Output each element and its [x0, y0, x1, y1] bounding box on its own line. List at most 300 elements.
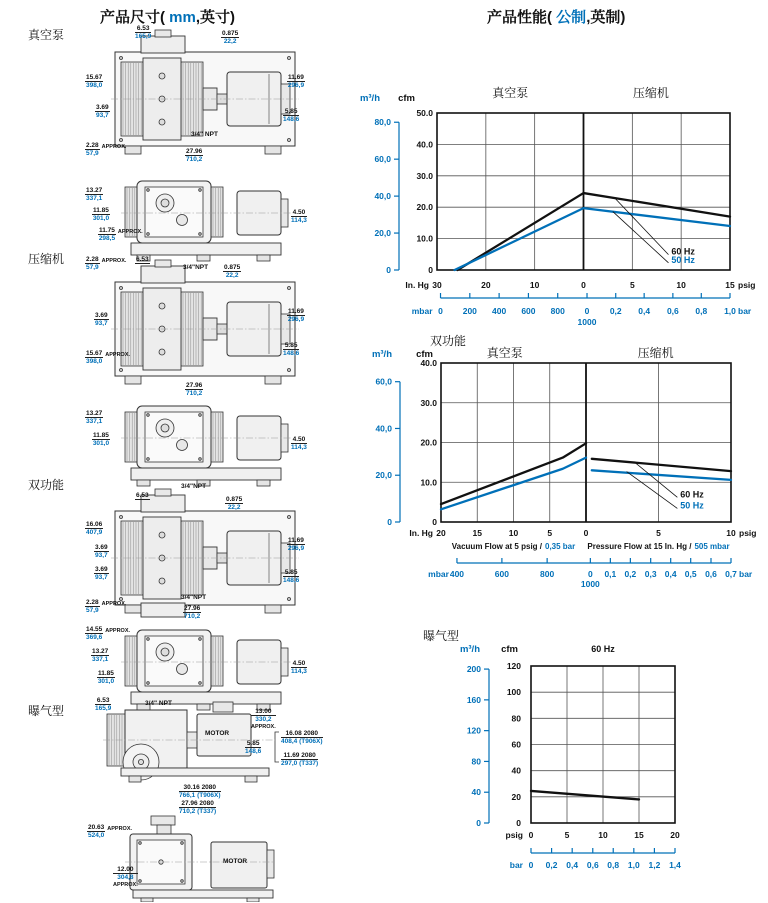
metric-x-tick-label: 0,7 — [725, 569, 737, 579]
foot — [137, 480, 150, 486]
bolt — [288, 139, 291, 142]
legend-label: 50 Hz — [671, 255, 695, 266]
dim-mm-value: 298,5 — [98, 235, 116, 243]
bolt — [288, 57, 291, 60]
section-label-dual: 双功能 — [28, 478, 65, 492]
metric-y-tick-label: 40 — [471, 787, 481, 798]
motor-cap — [267, 850, 274, 878]
drawing-compressor-end — [85, 398, 320, 490]
drawing-dual-top — [85, 483, 320, 623]
cfm-unit-label: cfm — [416, 349, 433, 360]
y-axis-tick: 30.0 — [416, 170, 433, 181]
metric-x-tick-sublabel: 1000 — [577, 317, 597, 327]
callout-compressor-top-0: 3/4"NPT — [183, 264, 209, 271]
y-axis-tick: 60 — [511, 739, 521, 750]
dim-dual-end-3 — [291, 660, 307, 676]
metric-y-tick-label: 200 — [466, 664, 481, 675]
performance-header-suffix: ,英制) — [586, 9, 626, 26]
x-axis-tick: 5 — [629, 280, 635, 290]
section-label-aeration: 曝气型 — [28, 704, 65, 718]
dim-dual-top-8 — [183, 605, 201, 621]
foot — [141, 898, 153, 902]
dim-vacuum-end-3 — [291, 209, 307, 225]
dim-note: APPROX. — [105, 352, 131, 358]
foot — [125, 376, 141, 384]
x-axis-tick: 10 — [508, 528, 519, 538]
foot — [265, 146, 281, 154]
metric-x-tick-label: 1,2 — [648, 860, 661, 870]
dim-inch-value: 4.50 — [292, 209, 306, 216]
metric-x-tick-label: 0,2 — [624, 569, 637, 579]
dim-mm-value: 296,9 — [287, 316, 305, 324]
dim-dual-top-3 — [94, 544, 109, 560]
dim-inch-value: 11.69 — [288, 308, 304, 315]
bolt — [120, 516, 123, 519]
chart-title-left: 真空泵 — [492, 86, 529, 100]
metric-x-tick-label: 1,4 — [669, 860, 681, 870]
dimensions-header-suffix: ,英寸) — [195, 9, 236, 26]
dim-vacuum-end-0 — [85, 187, 103, 203]
bolt — [147, 458, 150, 461]
dim-inch-value: 6.53 — [136, 492, 149, 499]
drawing-vacuum-top — [85, 25, 320, 176]
bolt — [199, 414, 202, 417]
y-axis-tick: 40.0 — [416, 139, 433, 150]
bolt — [159, 532, 165, 538]
base — [121, 768, 269, 776]
dim-inch-value: 16.06 — [86, 521, 103, 528]
metric-x-tick-label: 0,8 — [607, 860, 620, 870]
metric-x-tick-sublabel: 1000 — [580, 579, 600, 589]
dim-inch-value: 0.875 — [224, 264, 241, 271]
dim-inch-value: 11.69 2080 — [281, 752, 318, 760]
y-axis-tick: 20 — [511, 791, 521, 802]
pump-art-vacuum-end — [85, 173, 320, 265]
metric-x-tick-label: 0,4 — [566, 860, 579, 870]
axis-caption — [452, 542, 576, 551]
foot — [245, 776, 257, 782]
bolt — [199, 189, 202, 192]
dim-inch-value: 6.53 — [96, 697, 110, 704]
dim-mm-value: 148,6 — [283, 577, 300, 585]
dim-inch-value: 11.85 — [93, 432, 109, 439]
dim-mm-value: 22,2 — [223, 38, 237, 46]
dim-dual-top-4 — [94, 566, 109, 582]
foot — [125, 146, 141, 154]
motor — [211, 842, 267, 888]
y-axis-tick: 0 — [428, 265, 433, 275]
dim-mm-value: 710,2 — [186, 156, 203, 164]
dim-mm-value: 710,2 — [184, 613, 201, 621]
metric-x-tick-label: 400 — [492, 306, 507, 316]
dim-mm-value: 165,9 — [135, 33, 152, 41]
dim-aeration-side-2 — [245, 740, 261, 756]
metric-y-tick-label: 60,0 — [374, 154, 391, 165]
dim-compressor-top-2 — [223, 264, 241, 280]
metric-x-tick-label: 0,6 — [666, 306, 679, 316]
metric-y-tick-label: 0 — [476, 818, 481, 828]
dim-mm-value: 710,2 — [186, 390, 203, 398]
chart-title-left: 真空泵 — [486, 346, 523, 360]
series-50Hz — [592, 470, 731, 480]
callout-dual-top-0: 3/4"NPT — [181, 483, 207, 490]
metric-y-tick-label: 60,0 — [375, 376, 392, 387]
bolt — [159, 119, 165, 125]
bolt — [159, 303, 165, 309]
chart-title-top: 60 Hz — [591, 644, 615, 654]
dim-mm-value: 165,9 — [95, 705, 112, 713]
x-axis-tick: 0 — [528, 830, 534, 840]
dim-inch-value: 5.85 — [284, 108, 298, 115]
dim-inch-value: 5.85 — [284, 569, 298, 576]
dim-compressor-top-6 — [283, 342, 299, 358]
dim-aeration-side-6 — [179, 800, 216, 816]
legend-leader — [635, 463, 677, 498]
bolt — [120, 287, 123, 290]
bolt — [120, 57, 123, 60]
bolt — [199, 458, 202, 461]
dim-note: APPROX. — [107, 826, 133, 832]
dim-mm-value: 301,0 — [92, 215, 110, 223]
bolt — [288, 598, 291, 601]
chart-section-label: 曝气型 — [423, 629, 460, 643]
y-axis-tick: 50.0 — [416, 108, 433, 118]
cfm-unit-label: cfm — [501, 644, 518, 655]
dim-compressor-top-1 — [135, 256, 150, 264]
bolt — [147, 638, 150, 641]
dim-inch-value: 13.00 — [251, 708, 276, 716]
metric-y-tick-label: 40,0 — [375, 423, 392, 434]
muffler-cap — [155, 30, 171, 37]
dim-inch-value: 6.53 — [136, 25, 150, 32]
metric-x-tick-label: 0 — [584, 306, 590, 316]
dim-inch-value: 3.69 — [95, 544, 108, 551]
dim-inch-value: 4.50 — [292, 436, 306, 443]
dim-compressor-top-3 — [94, 312, 109, 328]
dim-inch-value: 13.27 — [92, 648, 109, 655]
x-axis-left-unit: In. Hg — [409, 528, 433, 538]
dim-mm-value: 114,3 — [291, 217, 307, 225]
dim-inch-value: 11.85 — [93, 207, 109, 214]
x-axis-tick: 15 — [472, 528, 482, 538]
dim-note: APPROX. — [101, 144, 127, 150]
metric-unit-label: m³/h — [371, 349, 392, 360]
bolt — [288, 287, 291, 290]
drawing-aeration-side — [85, 697, 330, 816]
metric-y-tick-label: 40,0 — [374, 191, 391, 202]
dim-inch-value: 2.28 — [86, 142, 99, 149]
dim-compressor-end-2 — [291, 436, 307, 452]
performance-chart-vacuum-compressor-performance — [350, 85, 768, 337]
metric-x-tick-label: 0,2 — [609, 306, 622, 316]
bolt — [288, 369, 291, 372]
dim-inch-value: 16.08 2080 — [281, 730, 323, 738]
dim-mm-value: 301,0 — [97, 678, 115, 686]
metric-x-tick-label: 800 — [540, 569, 555, 579]
dim-note: APPROX. — [101, 601, 127, 607]
x-axis-tick: 20 — [436, 528, 446, 538]
dimensions-header-metric: mm — [169, 9, 196, 26]
dim-dual-top-1 — [225, 496, 243, 512]
metric-x-tick-label: 0,6 — [705, 569, 717, 579]
dim-compressor-top-7 — [185, 382, 203, 398]
dim-inch-value: 0.875 — [222, 30, 239, 37]
dimensions-header — [100, 6, 235, 27]
dim-inch-value: 6.53 — [136, 256, 149, 263]
x-axis-tick: 10 — [598, 830, 608, 840]
callout-aeration-side-1: MOTOR — [205, 730, 230, 737]
muffler-bottom — [141, 603, 185, 617]
chart-title-right: 压缩机 — [637, 346, 674, 360]
dim-inch-value: 3.69 — [96, 104, 109, 111]
metric-x-tick-label: 0,2 — [545, 860, 558, 870]
x-axis-tick: 5 — [656, 528, 661, 538]
y-axis-tick: 40.0 — [420, 358, 437, 368]
dim-inch-value: 27.96 2080 — [179, 800, 216, 808]
metric-x-right-unit: bar — [739, 569, 753, 579]
x-axis-right-unit: psig — [739, 528, 757, 538]
performance-header-metric: 公制 — [556, 9, 587, 26]
bolt — [199, 682, 202, 685]
bolt — [139, 880, 142, 883]
dim-mm-value: 408,4 (T906X) — [281, 738, 323, 746]
metric-x-tick-label: 200 — [462, 306, 477, 316]
dim-mm-value: 93,7 — [95, 552, 108, 560]
chart-title-right: 压缩机 — [632, 86, 669, 100]
callout-vacuum-top-0: 3/4" NPT — [191, 131, 218, 138]
dimensions-header-prefix: 产品尺寸( — [100, 9, 170, 26]
port-small — [177, 215, 188, 226]
drawing-aeration-side2 — [85, 812, 330, 902]
foot — [265, 605, 281, 613]
y-axis-tick: 0 — [516, 818, 521, 828]
bolt — [120, 369, 123, 372]
dim-mm-value: 407,9 — [86, 529, 103, 537]
x-axis-tick: 5 — [547, 528, 553, 538]
metric-x-tick-label: 600 — [521, 306, 536, 316]
y-axis-tick: 80 — [511, 713, 521, 724]
dim-mm-value: 93,7 — [95, 574, 108, 582]
axis-caption-text: Vacuum Flow at 5 psig / — [451, 542, 542, 551]
performance-chart-aeration-performance — [420, 625, 768, 877]
base — [131, 468, 281, 480]
dim-vacuum-top-7 — [185, 148, 203, 164]
front-panel — [145, 636, 203, 686]
y-axis-tick: 0 — [432, 517, 437, 527]
metric-unit-label: m³/h — [359, 93, 380, 104]
y-axis-tick: 100 — [506, 687, 521, 698]
y-axis-tick: 20.0 — [416, 202, 433, 213]
dim-mm-value: 114,3 — [291, 444, 307, 452]
x-axis-tick: 30 — [432, 280, 442, 290]
metric-x-tick-label: 0 — [438, 306, 443, 316]
dim-dual-top-6 — [283, 569, 299, 585]
y-axis-tick: 10.0 — [420, 477, 437, 488]
series-60Hz — [531, 791, 639, 800]
metric-y-tick-label: 120 — [466, 725, 481, 736]
callout-aeration-side2-0: MOTOR — [223, 858, 248, 865]
dim-inch-value: 5.85 — [246, 740, 260, 747]
dim-inch-value: 15.67 — [86, 350, 103, 357]
port-large-inner — [161, 199, 169, 207]
x-axis-tick: 20 — [481, 280, 491, 290]
metric-x-right-unit: bar — [738, 306, 752, 316]
dim-vacuum-top-1 — [221, 30, 239, 46]
muffler-cap — [155, 260, 171, 267]
callout-dual-top-1: 3/4"NPT — [181, 594, 207, 601]
y-axis-tick: 40 — [511, 765, 521, 776]
dim-inch-value: 27.96 — [186, 148, 203, 155]
dim-inch-value: 27.96 — [186, 382, 203, 389]
dim-compressor-end-1 — [92, 432, 110, 448]
axis-caption-text: Pressure Flow at 15 In. Hg / — [587, 542, 692, 551]
metric-x-tick-label: 0 — [528, 860, 534, 870]
dim-mm-value: 337,1 — [86, 418, 103, 426]
y-axis-tick: 10.0 — [416, 233, 433, 244]
dim-mm-value: 337,1 — [92, 656, 109, 664]
metric-x-tick-label: 0,5 — [684, 569, 697, 579]
dim-note: APPROX. — [117, 229, 143, 235]
muffler-cap — [155, 489, 171, 496]
foot — [125, 605, 141, 613]
dim-note: APPROX. — [113, 881, 138, 888]
dim-inch-value: 12.00 — [113, 866, 138, 874]
bolt — [147, 189, 150, 192]
foot — [129, 776, 141, 782]
bolt — [181, 842, 184, 845]
dim-note: APPROX. — [251, 723, 276, 730]
dim-inch-value: 20.63 — [88, 824, 105, 831]
x-axis-tick: 15 — [725, 280, 735, 290]
metric-y-tick-label: 80,0 — [374, 117, 391, 128]
callout-aeration-side-0: 3/4" NPT — [145, 700, 172, 707]
dim-bracket — [275, 732, 279, 762]
x-axis-tick: 20 — [670, 830, 680, 840]
dim-mm-value: 766,1 (T906X) — [179, 792, 221, 800]
metric-x-tick-label: 0,4 — [638, 306, 651, 316]
dim-inch-value: 2.28 — [86, 599, 99, 606]
metric-x-left-unit: mbar — [428, 569, 449, 579]
metric-x-tick-label: 1,0 — [724, 306, 736, 316]
dim-mm-value: 304,8 — [117, 874, 134, 882]
dim-dual-end-1 — [91, 648, 109, 664]
dim-mm-value: 57,9 — [86, 264, 99, 272]
x-axis-tick: 5 — [564, 830, 570, 840]
dim-dual-top-2 — [85, 521, 103, 537]
dim-aeration-side-1 — [251, 708, 276, 730]
dim-mm-value: 296,9 — [287, 82, 305, 90]
dim-inch-value: 13.27 — [86, 410, 103, 417]
dim-aeration-side2-1 — [113, 866, 138, 888]
dim-dual-top-0 — [135, 492, 150, 500]
x-axis-left-unit: psig — [505, 830, 523, 840]
drawing-vacuum-end — [85, 173, 320, 265]
metric-x-tick-label: 0 — [587, 569, 593, 579]
dim-vacuum-top-0 — [135, 25, 151, 41]
dim-mm-value: 297,0 (T337) — [281, 760, 319, 768]
dim-mm-value: 22,2 — [225, 272, 239, 280]
dim-inch-value: 4.50 — [292, 660, 306, 667]
dim-mm-value: 301,0 — [92, 440, 110, 448]
metric-y-tick-label: 20,0 — [374, 228, 391, 239]
bolt — [147, 682, 150, 685]
dim-dual-end-0 — [85, 626, 131, 642]
metric-x-tick-label: 0,3 — [644, 569, 657, 579]
dim-mm-value: 398,0 — [86, 82, 103, 90]
x-axis-tick: 0 — [583, 528, 589, 538]
hub — [138, 759, 143, 764]
legend-label: 60 Hz — [680, 489, 704, 500]
dim-mm-value: 148,6 — [283, 350, 300, 358]
legend-leader — [627, 472, 678, 509]
dim-vacuum-end-1 — [92, 207, 110, 223]
dim-inch-value: 0.875 — [226, 496, 243, 503]
metric-x-tick-label: 0,4 — [664, 569, 677, 579]
x-axis-tick: 10 — [676, 280, 686, 290]
dim-aeration-side-3 — [281, 730, 323, 746]
metric-x-tick-label: 1,0 — [627, 860, 640, 870]
x-axis-right-unit: psig — [738, 280, 756, 290]
dim-dual-top-7 — [85, 599, 127, 615]
dim-compressor-end-0 — [85, 410, 103, 426]
x-axis-tick: 10 — [529, 280, 540, 290]
bolt — [288, 516, 291, 519]
port-large-inner — [161, 648, 169, 656]
bolt — [159, 578, 165, 584]
series-60Hz — [592, 459, 731, 471]
dim-mm-value: 369,6 — [86, 634, 103, 642]
legend-leader — [613, 212, 669, 263]
dim-inch-value: 3.69 — [95, 566, 108, 573]
bolt — [199, 233, 202, 236]
pump-art-compressor-end — [85, 398, 320, 490]
bolt — [147, 233, 150, 236]
metric-x-tick-label: 400 — [449, 569, 465, 579]
dim-mm-value: 114,3 — [291, 668, 307, 676]
x-axis-tick: 0 — [581, 280, 586, 290]
dim-inch-value: 11.85 — [98, 670, 114, 677]
dim-mm-value: 93,7 — [96, 112, 109, 120]
dim-mm-value: 57,9 — [86, 607, 99, 615]
x-axis-tick: 10 — [726, 528, 736, 538]
dim-vacuum-top-2 — [85, 74, 103, 90]
port-large-inner — [161, 424, 169, 432]
axis-caption — [587, 542, 729, 551]
dim-note: APPROX. — [105, 628, 131, 634]
front-panel — [145, 412, 203, 462]
metric-y-tick-label: 0 — [387, 517, 392, 527]
metric-y-tick-label: 20,0 — [375, 470, 392, 481]
legend-label: 50 Hz — [680, 500, 704, 511]
performance-chart-dual-function-performance — [350, 330, 768, 592]
dim-vacuum-top-3 — [95, 104, 110, 120]
dim-compressor-top-4 — [85, 350, 131, 366]
dim-dual-end-2 — [97, 670, 115, 686]
metric-x-tick-label: 800 — [550, 306, 565, 316]
dim-inch-value: 5.85 — [284, 342, 298, 349]
base — [131, 243, 281, 255]
dim-inch-value: 3.69 — [95, 312, 108, 319]
dim-compressor-top-0 — [85, 256, 127, 272]
dim-inch-value: 11.69 — [288, 537, 304, 544]
dim-inch-value: 30.16 2080 — [179, 784, 221, 792]
dim-vacuum-end-2 — [98, 227, 143, 243]
bolt — [159, 349, 165, 355]
dim-dual-top-5 — [287, 537, 305, 553]
dim-aeration-side-0 — [95, 697, 111, 713]
dim-mm-value: 148,6 — [245, 748, 262, 756]
y-axis-tick: 30.0 — [420, 397, 437, 408]
